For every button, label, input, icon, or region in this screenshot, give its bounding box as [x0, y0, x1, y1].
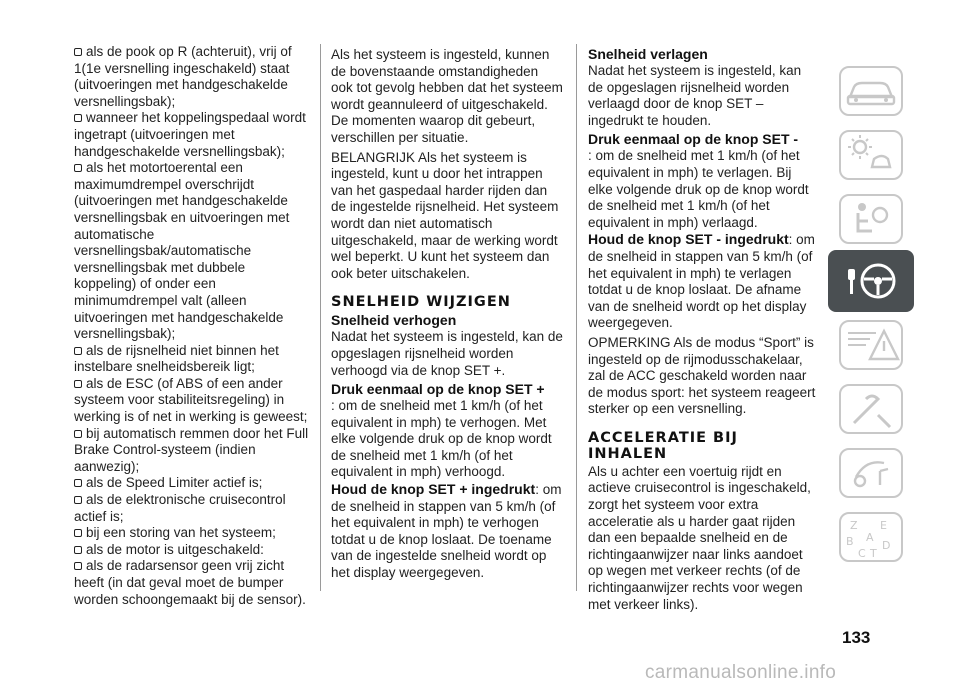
paragraph-with-bold-lead: [331, 481, 563, 582]
section-heading: ACCELERATIE BIJ INHALEN: [588, 429, 738, 462]
bullet-text: wanneer het koppelingspedaal wordt ingetrapt (uitvoeringen met handgeschakelde versnellingsbak);: [74, 110, 306, 159]
chapter-tab-maintenance[interactable]: [828, 378, 914, 440]
paragraph: : om de snelheid met 1 km/h (of het equivalent in mph) te verhogen. Met elke volgende druk op de knop wordt de snelheid met 1 km/h (of het equivalent in mph) verhoogd.: [331, 398, 552, 480]
bullet-text: als de pook op R (achteruit), vrij of 1(1e versnelling ingeschakeld) staat (uitvoeringen met handgeschakelde versnellingsbak);: [74, 44, 292, 109]
tools-icon: [836, 381, 906, 437]
bullet-item: [74, 44, 310, 110]
bullet-item: [74, 376, 310, 426]
chapter-tab-lights[interactable]: [828, 124, 914, 186]
column-divider-1: [320, 44, 321, 591]
car-icon: [836, 63, 906, 119]
bold-lead: Houd de knop SET + ingedrukt: [331, 481, 536, 498]
warning-icon: [836, 317, 906, 373]
paragraph: Als het systeem is ingesteld, kunnen de bovenstaande omstandigheden ook tot gevolg hebben dat het systeem wordt geannuleerd of uitgeschakeld. De momenten waarop dit gebeurt, verschillen per situatie.: [331, 47, 563, 145]
text-column-3: [588, 44, 816, 613]
bullet-text: als de rijsnelheid niet binnen het instelbare snelheidsbereik ligt;: [74, 342, 279, 375]
airbag-icon: [836, 191, 906, 247]
paragraph-text: : om de snelheid in stappen van 5 km/h (of het equivalent in mph) te verlagen totdat u de knop loslaat. De afname van de snelheid wordt op het display weergegeven.: [588, 232, 815, 331]
index-letter: C: [858, 547, 866, 560]
bullet-text: als de Speed Limiter actief is;: [86, 475, 263, 491]
steering-key-icon: [836, 253, 906, 309]
chapter-tab-driving[interactable]: [828, 250, 914, 312]
sub-heading: Snelheid verlagen: [588, 46, 708, 62]
bullet-text: bij automatisch remmen door het Full Brake Control-systeem (indien aanwezig);: [74, 425, 309, 474]
bullet-text: als het motortoerental een maximumdrempel overschrijdt (uitvoeringen met handgeschakelde versnellingsbak en uitvoeringen met automatische versnellingsbak/automatische versnellingsbak met dubbele koppeling) of onder een minimumdrempel valt (alleen uitvoeringen met handgeschakelde versnellingsbak);: [74, 160, 290, 342]
paragraph-text: : om de snelheid in stappen van 5 km/h (of het equivalent in mph) te verhogen totdat u de knop loslaat. De toename van de ingestelde snelheid wordt op het display weergegeven.: [331, 482, 562, 581]
bold-lead: Houd de knop SET - ingedrukt: [588, 231, 789, 248]
bullet-item: [74, 475, 310, 492]
bullet-text: als de radarsensor geen vrij zicht heeft (in dat geval moet de bumper worden schoongemaakt bij de sensor).: [74, 558, 306, 607]
bullet-item: [74, 525, 310, 542]
paragraph-with-bold-lead: [588, 231, 816, 332]
index-letter: D: [882, 539, 891, 552]
chapter-tab-index[interactable]: [828, 506, 914, 568]
bullet-item: [74, 542, 310, 559]
chapter-tab-safety[interactable]: [828, 188, 914, 250]
bullet-item: [74, 426, 310, 476]
index-letter: A: [866, 531, 874, 544]
bullet-text: als de ESC (of ABS of een ander systeem voor stabiliteitsregeling) in werking is of net in werking is geweest;: [74, 375, 308, 425]
svg-text:ZEBCTDA: [846, 519, 890, 560]
media-icon: [836, 445, 906, 501]
index-letter: E: [880, 519, 887, 532]
bullet-item: [74, 492, 310, 525]
bullet-text: als de motor is uitgeschakeld:: [86, 541, 264, 557]
bullet-item: [74, 558, 310, 608]
bullet-text: bij een storing van het systeem;: [86, 525, 276, 541]
chapter-tab-multimedia[interactable]: [828, 442, 914, 504]
text-column-1: [74, 44, 310, 608]
paragraph: Als u achter een voertuig rijdt en actieve cruisecontrol is ingeschakeld, zorgt het systeem voor extra acceleratie als u harder gaat rijden dan een bepaalde snelheid en de richtingaanwijzer naar links aandoet op wegen met verkeer rechts (of de richtingaanwijzer rechts voor wegen met verkeer links).: [588, 463, 811, 612]
paragraph: : om de snelheid met 1 km/h (of het equivalent in mph) te verlagen. Bij elke volgende druk op de knop wordt de snelheid met 1 km/h (of het equivalent in mph) verlaagd.: [588, 148, 809, 230]
index-letter: Z: [850, 519, 858, 532]
bullet-item: [74, 110, 310, 160]
paragraph: BELANGRIJK Als het systeem is ingesteld, kunt u door het intrappen van het gaspedaal harder rijden dan de ingestelde rijsnelheid. Het systeem wordt dan niet automatisch uitgeschakeld, maar de werking wordt wel beperkt. U kunt het systeem dan ook beter uitschakelen.: [331, 149, 559, 281]
paragraph: Nadat het systeem is ingesteld, kan de opgeslagen rijsnelheid worden verlaagd door de knop SET – ingedrukt te houden.: [588, 63, 802, 128]
index-letter: B: [846, 535, 854, 548]
index-letter: T: [870, 547, 877, 560]
chapter-tab-car[interactable]: [828, 60, 914, 122]
paragraph: OPMERKING Als de modus “Sport” is ingesteld op de rijmodusschakelaar, zal de ACC geschakeld worden naar de modus sport: het systeem reageert sterker op een versnelling.: [588, 334, 816, 417]
bullet-text: als de elektronische cruisecontrol actief is;: [74, 492, 286, 524]
page-number: 133: [842, 628, 871, 647]
index-icon: [836, 509, 906, 565]
footer-watermark: carmanualsonline.info: [645, 662, 837, 683]
chapter-tab-emergency[interactable]: [828, 314, 914, 376]
text-column-2: [331, 44, 563, 582]
bullet-item: [74, 343, 310, 376]
lights-icon: [836, 127, 906, 183]
sub-heading: Druk eenmaal op de knop SET -: [588, 131, 799, 148]
bullet-item: [74, 160, 310, 343]
section-heading: SNELHEID WIJZIGEN: [331, 294, 511, 311]
sub-heading: Snelheid verhogen: [331, 312, 457, 329]
paragraph: Nadat het systeem is ingesteld, kan de opgeslagen rijsnelheid worden verhoogd via de knop SET +.: [331, 329, 563, 378]
sub-heading: Druk eenmaal op de knop SET +: [331, 381, 545, 398]
column-divider-2: [576, 44, 577, 591]
